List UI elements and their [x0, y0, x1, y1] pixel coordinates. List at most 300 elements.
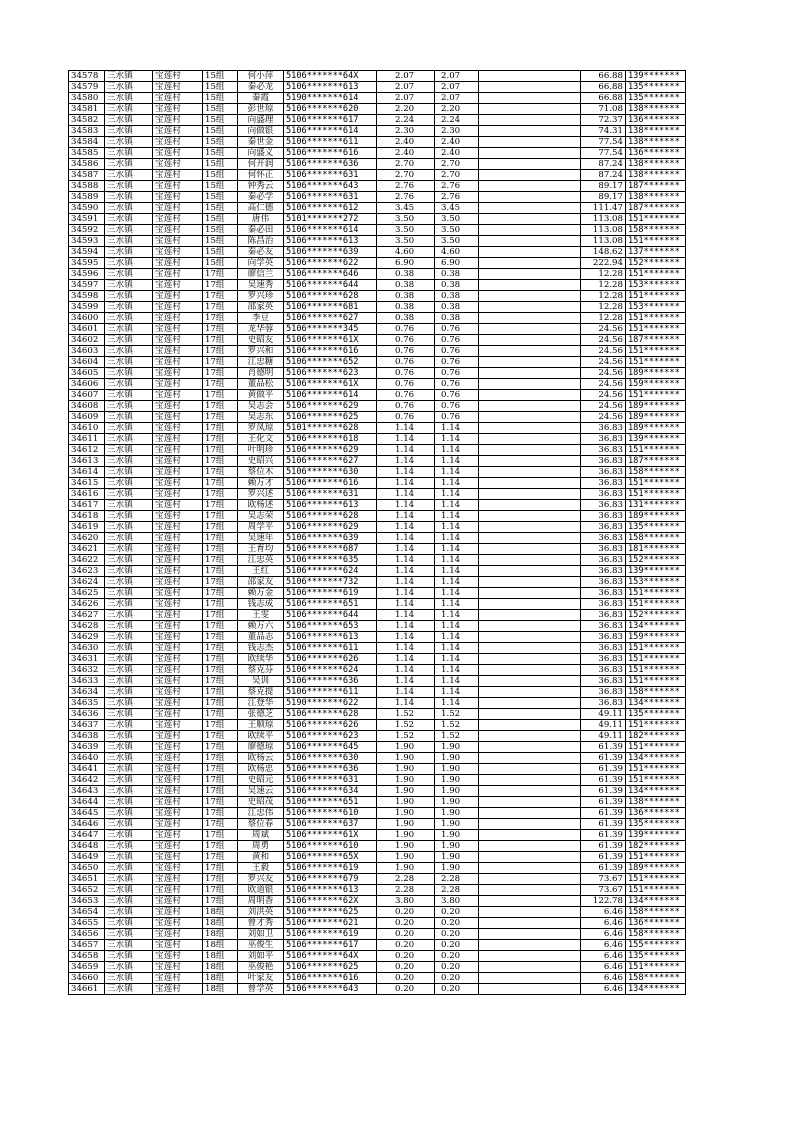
row-number-cell: 34639	[69, 742, 105, 753]
village-cell: 宝莲村	[153, 753, 203, 764]
town-cell: 三水镇	[105, 863, 153, 874]
area-cell: 1.14	[377, 610, 435, 621]
blank-cell	[479, 929, 581, 940]
id-number-cell: 5106*******616	[284, 346, 377, 357]
town-cell: 三水镇	[105, 203, 153, 214]
area-cell: 1.14	[377, 511, 435, 522]
row-number-cell: 34650	[69, 863, 105, 874]
amount-cell: 24.56	[581, 412, 626, 423]
group-cell: 17组	[203, 269, 238, 280]
table-row	[69, 434, 686, 445]
id-number-cell: 5106*******621	[284, 918, 377, 929]
phone-cell: 153*******	[626, 280, 686, 291]
table-row	[69, 698, 686, 709]
village-cell: 宝莲村	[153, 71, 203, 82]
group-cell: 17组	[203, 544, 238, 555]
id-number-cell: 5106*******613	[284, 500, 377, 511]
group-cell: 17组	[203, 764, 238, 775]
area-cell: 3.50	[377, 214, 435, 225]
town-cell: 三水镇	[105, 731, 153, 742]
blank-cell	[479, 863, 581, 874]
town-cell: 三水镇	[105, 896, 153, 907]
table-row	[69, 522, 686, 533]
town-cell: 三水镇	[105, 379, 153, 390]
phone-cell: 151*******	[626, 874, 686, 885]
area-cell: 1.14	[377, 698, 435, 709]
name-cell: 欧杨云	[238, 753, 284, 764]
group-cell: 15组	[203, 115, 238, 126]
phone-cell: 151*******	[626, 390, 686, 401]
name-cell: 吴速秀	[238, 280, 284, 291]
id-number-cell: 5106*******614	[284, 390, 377, 401]
amount-cell: 36.83	[581, 489, 626, 500]
row-number-cell: 34612	[69, 445, 105, 456]
amount-cell: 77.54	[581, 137, 626, 148]
name-cell: 肖德明	[238, 368, 284, 379]
row-number-cell: 34579	[69, 82, 105, 93]
town-cell: 三水镇	[105, 93, 153, 104]
area-cell: 1.14	[377, 566, 435, 577]
name-cell: 巫俊生	[238, 940, 284, 951]
blank-cell	[479, 467, 581, 478]
town-cell: 三水镇	[105, 357, 153, 368]
name-cell: 史昭元	[238, 775, 284, 786]
id-number-cell: 5190*******614	[284, 93, 377, 104]
area-cell: 0.20	[377, 973, 435, 984]
area-cell: 2.76	[377, 192, 435, 203]
table-row	[69, 753, 686, 764]
blank-cell	[479, 544, 581, 555]
phone-cell: 134*******	[626, 786, 686, 797]
row-number-cell: 34614	[69, 467, 105, 478]
row-number-cell: 34608	[69, 401, 105, 412]
amount-cell: 74.31	[581, 126, 626, 137]
blank-cell	[479, 159, 581, 170]
town-cell: 三水镇	[105, 423, 153, 434]
confirmed-area-cell: 1.90	[435, 819, 479, 830]
table-row	[69, 709, 686, 720]
area-cell: 0.38	[377, 313, 435, 324]
phone-cell: 136*******	[626, 148, 686, 159]
village-cell: 宝莲村	[153, 940, 203, 951]
id-number-cell: 5106*******620	[284, 104, 377, 115]
group-cell: 17组	[203, 412, 238, 423]
table-row	[69, 830, 686, 841]
amount-cell: 24.56	[581, 324, 626, 335]
area-cell: 1.90	[377, 775, 435, 786]
table-row	[69, 555, 686, 566]
town-cell: 三水镇	[105, 104, 153, 115]
row-number-cell: 34620	[69, 533, 105, 544]
phone-cell: 151*******	[626, 599, 686, 610]
phone-cell: 151*******	[626, 489, 686, 500]
village-cell: 宝莲村	[153, 830, 203, 841]
phone-cell: 151*******	[626, 588, 686, 599]
amount-cell: 49.11	[581, 720, 626, 731]
village-cell: 宝莲村	[153, 478, 203, 489]
row-number-cell: 34642	[69, 775, 105, 786]
village-cell: 宝莲村	[153, 236, 203, 247]
id-number-cell: 5106*******652	[284, 357, 377, 368]
table-row	[69, 940, 686, 951]
village-cell: 宝莲村	[153, 885, 203, 896]
row-number-cell: 34628	[69, 621, 105, 632]
town-cell: 三水镇	[105, 434, 153, 445]
area-cell: 0.20	[377, 962, 435, 973]
area-cell: 0.38	[377, 280, 435, 291]
name-cell: 王红	[238, 566, 284, 577]
village-cell: 宝莲村	[153, 621, 203, 632]
id-number-cell: 5106*******610	[284, 808, 377, 819]
row-number-cell: 34624	[69, 577, 105, 588]
row-number-cell: 34621	[69, 544, 105, 555]
amount-cell: 24.56	[581, 368, 626, 379]
table-row	[69, 863, 686, 874]
group-cell: 17组	[203, 335, 238, 346]
group-cell: 17组	[203, 896, 238, 907]
table-row	[69, 896, 686, 907]
confirmed-area-cell: 0.20	[435, 951, 479, 962]
row-number-cell: 34644	[69, 797, 105, 808]
blank-cell	[479, 577, 581, 588]
amount-cell: 6.46	[581, 973, 626, 984]
area-cell: 1.14	[377, 621, 435, 632]
town-cell: 三水镇	[105, 368, 153, 379]
blank-cell	[479, 720, 581, 731]
village-cell: 宝莲村	[153, 566, 203, 577]
data-table	[68, 70, 686, 995]
phone-cell: 151*******	[626, 313, 686, 324]
id-number-cell: 5106*******613	[284, 632, 377, 643]
village-cell: 宝莲村	[153, 720, 203, 731]
row-number-cell: 34610	[69, 423, 105, 434]
group-cell: 17组	[203, 643, 238, 654]
group-cell: 17组	[203, 753, 238, 764]
confirmed-area-cell: 1.14	[435, 445, 479, 456]
phone-cell: 158*******	[626, 467, 686, 478]
id-number-cell: 5106*******624	[284, 566, 377, 577]
area-cell: 1.52	[377, 720, 435, 731]
table-row	[69, 687, 686, 698]
town-cell: 三水镇	[105, 720, 153, 731]
group-cell: 17组	[203, 291, 238, 302]
row-number-cell: 34580	[69, 93, 105, 104]
group-cell: 15组	[203, 126, 238, 137]
area-cell: 2.07	[377, 82, 435, 93]
id-number-cell: 5106*******617	[284, 940, 377, 951]
area-cell: 1.90	[377, 797, 435, 808]
town-cell: 三水镇	[105, 346, 153, 357]
village-cell: 宝莲村	[153, 280, 203, 291]
name-cell: 陈昌治	[238, 236, 284, 247]
village-cell: 宝莲村	[153, 159, 203, 170]
amount-cell: 113.08	[581, 214, 626, 225]
id-number-cell: 5106*******61X	[284, 830, 377, 841]
name-cell: 吴志会	[238, 401, 284, 412]
table-row	[69, 566, 686, 577]
table-row	[69, 181, 686, 192]
blank-cell	[479, 786, 581, 797]
confirmed-area-cell: 2.70	[435, 170, 479, 181]
confirmed-area-cell: 0.20	[435, 918, 479, 929]
name-cell: 欧杨忠	[238, 764, 284, 775]
village-cell: 宝莲村	[153, 390, 203, 401]
id-number-cell: 5106*******634	[284, 786, 377, 797]
name-cell: 王毅	[238, 863, 284, 874]
amount-cell: 89.17	[581, 192, 626, 203]
town-cell: 三水镇	[105, 885, 153, 896]
id-number-cell: 5106*******646	[284, 269, 377, 280]
confirmed-area-cell: 0.20	[435, 973, 479, 984]
blank-cell	[479, 973, 581, 984]
group-cell: 15组	[203, 137, 238, 148]
row-number-cell: 34619	[69, 522, 105, 533]
village-cell: 宝莲村	[153, 841, 203, 852]
village-cell: 宝莲村	[153, 401, 203, 412]
group-cell: 15组	[203, 71, 238, 82]
area-cell: 6.90	[377, 258, 435, 269]
row-number-cell: 34604	[69, 357, 105, 368]
name-cell: 董品松	[238, 379, 284, 390]
amount-cell: 87.24	[581, 170, 626, 181]
phone-cell: 139*******	[626, 71, 686, 82]
blank-cell	[479, 225, 581, 236]
amount-cell: 6.46	[581, 951, 626, 962]
phone-cell: 151*******	[626, 236, 686, 247]
id-number-cell: 5106*******636	[284, 159, 377, 170]
name-cell: 蔡克提	[238, 687, 284, 698]
row-number-cell: 34658	[69, 951, 105, 962]
id-number-cell: 5106*******610	[284, 841, 377, 852]
amount-cell: 36.83	[581, 423, 626, 434]
blank-cell	[479, 687, 581, 698]
amount-cell: 61.39	[581, 841, 626, 852]
phone-cell: 135*******	[626, 951, 686, 962]
area-cell: 1.14	[377, 445, 435, 456]
id-number-cell: 5106*******624	[284, 665, 377, 676]
id-number-cell: 5106*******628	[284, 511, 377, 522]
confirmed-area-cell: 1.52	[435, 731, 479, 742]
id-number-cell: 5106*******637	[284, 819, 377, 830]
confirmed-area-cell: 0.20	[435, 984, 479, 995]
town-cell: 三水镇	[105, 324, 153, 335]
id-number-cell: 5106*******626	[284, 720, 377, 731]
row-number-cell: 34636	[69, 709, 105, 720]
village-cell: 宝莲村	[153, 522, 203, 533]
phone-cell: 187*******	[626, 203, 686, 214]
row-number-cell: 34634	[69, 687, 105, 698]
row-number-cell: 34605	[69, 368, 105, 379]
town-cell: 三水镇	[105, 269, 153, 280]
blank-cell	[479, 291, 581, 302]
confirmed-area-cell: 3.80	[435, 896, 479, 907]
area-cell: 1.14	[377, 588, 435, 599]
group-cell: 17组	[203, 423, 238, 434]
row-number-cell: 34582	[69, 115, 105, 126]
town-cell: 三水镇	[105, 445, 153, 456]
group-cell: 15组	[203, 170, 238, 181]
phone-cell: 182*******	[626, 841, 686, 852]
amount-cell: 6.46	[581, 940, 626, 951]
table-row	[69, 236, 686, 247]
group-cell: 17组	[203, 885, 238, 896]
confirmed-area-cell: 2.76	[435, 192, 479, 203]
town-cell: 三水镇	[105, 907, 153, 918]
table-row	[69, 764, 686, 775]
confirmed-area-cell: 4.60	[435, 247, 479, 258]
id-number-cell: 5101*******272	[284, 214, 377, 225]
table-row	[69, 445, 686, 456]
amount-cell: 36.83	[581, 434, 626, 445]
village-cell: 宝莲村	[153, 797, 203, 808]
village-cell: 宝莲村	[153, 764, 203, 775]
confirmed-area-cell: 1.90	[435, 841, 479, 852]
blank-cell	[479, 511, 581, 522]
blank-cell	[479, 423, 581, 434]
name-cell: 周学平	[238, 522, 284, 533]
blank-cell	[479, 775, 581, 786]
row-number-cell: 34622	[69, 555, 105, 566]
confirmed-area-cell: 2.28	[435, 874, 479, 885]
table-row	[69, 280, 686, 291]
id-number-cell: 5106*******631	[284, 775, 377, 786]
confirmed-area-cell: 3.45	[435, 203, 479, 214]
town-cell: 三水镇	[105, 148, 153, 159]
name-cell: 叶家友	[238, 973, 284, 984]
row-number-cell: 34592	[69, 225, 105, 236]
name-cell: 赖万金	[238, 588, 284, 599]
area-cell: 2.20	[377, 104, 435, 115]
village-cell: 宝莲村	[153, 467, 203, 478]
phone-cell: 152*******	[626, 610, 686, 621]
row-number-cell: 34587	[69, 170, 105, 181]
blank-cell	[479, 665, 581, 676]
area-cell: 2.24	[377, 115, 435, 126]
name-cell: 江登华	[238, 698, 284, 709]
table-row	[69, 874, 686, 885]
phone-cell: 135*******	[626, 82, 686, 93]
id-number-cell: 5106*******613	[284, 885, 377, 896]
group-cell: 17组	[203, 742, 238, 753]
phone-cell: 158*******	[626, 929, 686, 940]
blank-cell	[479, 610, 581, 621]
row-number-cell: 34589	[69, 192, 105, 203]
blank-cell	[479, 808, 581, 819]
confirmed-area-cell: 1.90	[435, 797, 479, 808]
name-cell: 罗凤琼	[238, 423, 284, 434]
name-cell: 江忠伟	[238, 808, 284, 819]
name-cell: 江忠糖	[238, 357, 284, 368]
area-cell: 2.70	[377, 170, 435, 181]
area-cell: 1.90	[377, 852, 435, 863]
table-row	[69, 93, 686, 104]
row-number-cell: 34594	[69, 247, 105, 258]
area-cell: 0.76	[377, 401, 435, 412]
town-cell: 三水镇	[105, 544, 153, 555]
area-cell: 3.80	[377, 896, 435, 907]
row-number-cell: 34626	[69, 599, 105, 610]
id-number-cell: 5106*******630	[284, 467, 377, 478]
village-cell: 宝莲村	[153, 357, 203, 368]
table-row	[69, 258, 686, 269]
row-number-cell: 34616	[69, 489, 105, 500]
village-cell: 宝莲村	[153, 214, 203, 225]
amount-cell: 36.83	[581, 445, 626, 456]
phone-cell: 189*******	[626, 401, 686, 412]
phone-cell: 136*******	[626, 918, 686, 929]
name-cell: 黄做平	[238, 390, 284, 401]
table-row	[69, 643, 686, 654]
group-cell: 17组	[203, 324, 238, 335]
id-number-cell: 5106*******651	[284, 599, 377, 610]
row-number-cell: 34641	[69, 764, 105, 775]
amount-cell: 12.28	[581, 313, 626, 324]
name-cell: 曾学英	[238, 984, 284, 995]
confirmed-area-cell: 0.76	[435, 401, 479, 412]
amount-cell: 36.83	[581, 467, 626, 478]
amount-cell: 24.56	[581, 401, 626, 412]
area-cell: 0.76	[377, 346, 435, 357]
amount-cell: 36.83	[581, 555, 626, 566]
area-cell: 0.38	[377, 291, 435, 302]
blank-cell	[479, 797, 581, 808]
table-row	[69, 533, 686, 544]
table-row	[69, 621, 686, 632]
blank-cell	[479, 566, 581, 577]
table-row	[69, 786, 686, 797]
phone-cell: 159*******	[626, 379, 686, 390]
group-cell: 18组	[203, 984, 238, 995]
row-number-cell: 34645	[69, 808, 105, 819]
phone-cell: 155*******	[626, 940, 686, 951]
village-cell: 宝莲村	[153, 225, 203, 236]
village-cell: 宝莲村	[153, 500, 203, 511]
blank-cell	[479, 753, 581, 764]
group-cell: 15组	[203, 258, 238, 269]
confirmed-area-cell: 1.14	[435, 599, 479, 610]
row-number-cell: 34618	[69, 511, 105, 522]
area-cell: 1.14	[377, 467, 435, 478]
phone-cell: 158*******	[626, 907, 686, 918]
blank-cell	[479, 390, 581, 401]
row-number-cell: 34660	[69, 973, 105, 984]
table-row	[69, 577, 686, 588]
group-cell: 17组	[203, 533, 238, 544]
phone-cell: 138*******	[626, 192, 686, 203]
table-row	[69, 665, 686, 676]
town-cell: 三水镇	[105, 170, 153, 181]
row-number-cell: 34581	[69, 104, 105, 115]
amount-cell: 36.83	[581, 621, 626, 632]
blank-cell	[479, 335, 581, 346]
amount-cell: 24.56	[581, 379, 626, 390]
phone-cell: 138*******	[626, 137, 686, 148]
table-row	[69, 962, 686, 973]
blank-cell	[479, 104, 581, 115]
phone-cell: 134*******	[626, 753, 686, 764]
group-cell: 17组	[203, 621, 238, 632]
village-cell: 宝莲村	[153, 643, 203, 654]
blank-cell	[479, 709, 581, 720]
name-cell: 曾才秀	[238, 918, 284, 929]
name-cell: 史昭茂	[238, 797, 284, 808]
confirmed-area-cell: 3.50	[435, 225, 479, 236]
area-cell: 1.14	[377, 643, 435, 654]
phone-cell: 151*******	[626, 764, 686, 775]
table-row	[69, 984, 686, 995]
area-cell: 1.14	[377, 500, 435, 511]
table-row	[69, 819, 686, 830]
